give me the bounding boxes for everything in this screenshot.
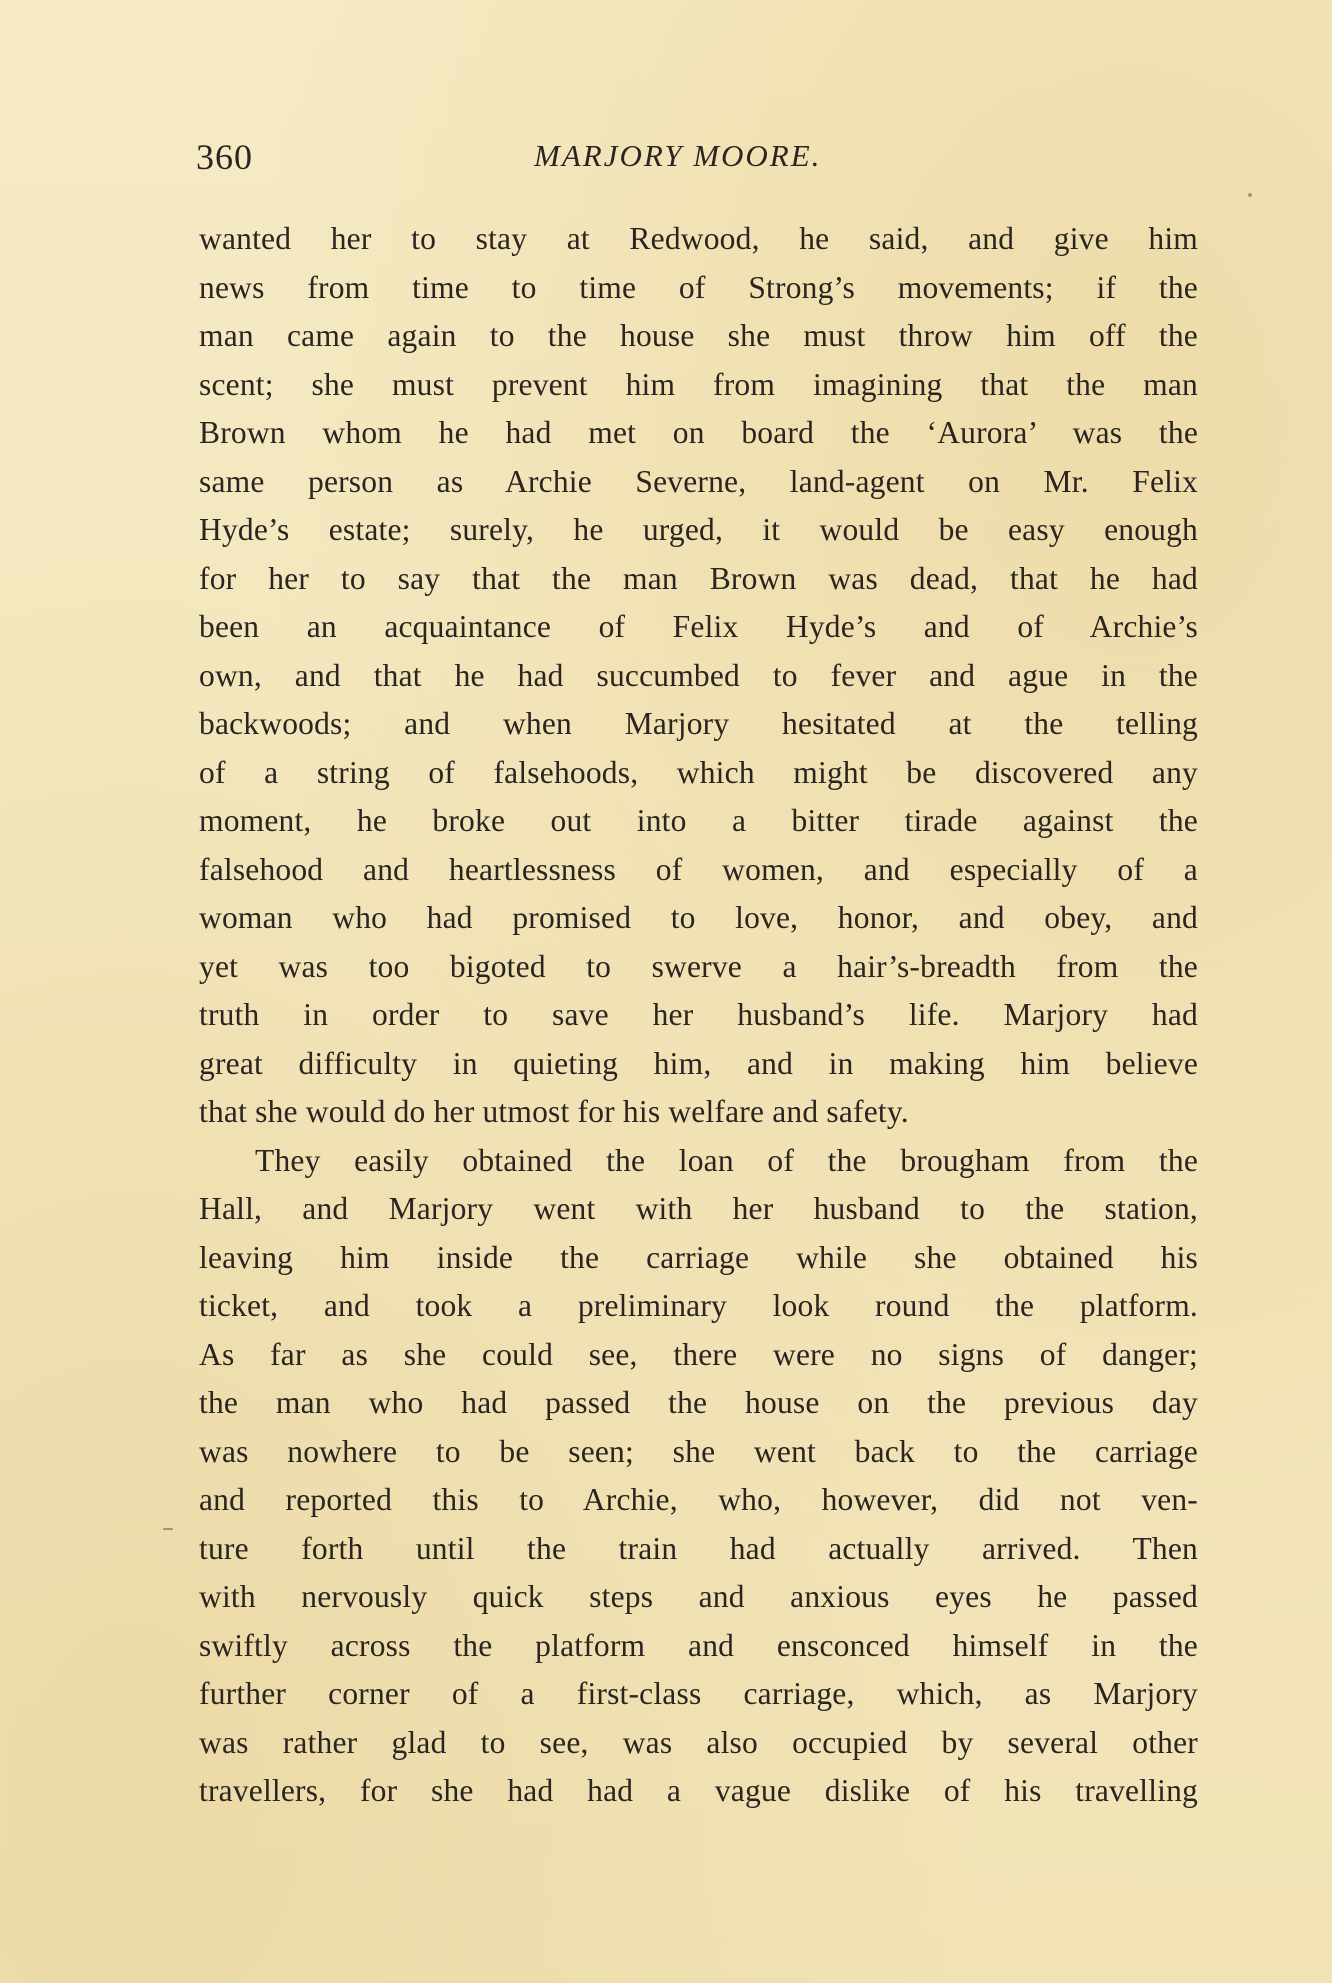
text-line: leaving him inside the carriage while she obtained his [199, 1239, 1198, 1275]
text-line: further corner of a first-class carriage, which, as Marjory [199, 1676, 1198, 1711]
text-line: for her to say that the man Brown was dead, that he had [199, 560, 1198, 596]
text-line: great difficulty in quieting him, and in making him believe [199, 1045, 1198, 1081]
text-line: and reported this to Archie, who, however, did not ven- [199, 1482, 1198, 1517]
text-line: was nowhere to be seen; she went back to the carriage [199, 1433, 1198, 1469]
text-line: woman who had promised to love, honor, and obey, and [199, 900, 1198, 935]
text-line: the man who had passed the house on the previous day [199, 1385, 1198, 1420]
text-line: Hall, and Marjory went with her husband to the station, [199, 1191, 1198, 1226]
text-line: backwoods; and when Marjory hesitated at the telling [199, 706, 1198, 741]
text-line: ture forth until the train had actually arrived. Then [199, 1530, 1198, 1566]
text-line: wanted her to stay at Redwood, he said, and give him [199, 221, 1198, 256]
page-number: 360 [196, 137, 253, 177]
text-line: falsehood and heartlessness of women, and especially of a [199, 851, 1198, 887]
text-line: was rather glad to see, was also occupied by several other [199, 1724, 1198, 1760]
text-line: truth in order to save her husband’s life. Marjory had [199, 997, 1198, 1032]
text-line: with nervously quick steps and anxious eyes he passed [199, 1579, 1198, 1614]
text-line: been an acquaintance of Felix Hyde’s and of Archie’s [199, 609, 1198, 644]
paper-speck [1248, 193, 1252, 197]
text-line: man came again to the house she must throw him off the [199, 318, 1198, 353]
text-line: Brown whom he had met on board the ‘Aurora’ was the [199, 415, 1198, 450]
running-title: MARJORY MOORE. [534, 138, 822, 173]
text-line: same person as Archie Severne, land-agent on Mr. Felix [199, 463, 1198, 499]
text-line: scent; she must prevent him from imagining that the man [199, 366, 1198, 402]
text-line: As far as she could see, there were no signs of danger; [199, 1336, 1198, 1372]
text-line: news from time to time of Strong’s movements; if the [199, 269, 1198, 305]
text-line: yet was too bigoted to swerve a hair’s-breadth from the [199, 948, 1198, 984]
body-text [199, 215, 1198, 1816]
paragraph-start-line: They easily obtained the loan of the brougham from the [255, 1142, 1198, 1178]
text-line: travellers, for she had had a vague dislike of his travelling [199, 1773, 1198, 1808]
text-line: of a string of falsehoods, which might be discovered any [199, 754, 1198, 790]
page-header [196, 136, 1196, 192]
paragraph-end-line: that she would do her utmost for his welfare and safety. [199, 1094, 909, 1129]
text-line: Hyde’s estate; surely, he urged, it would be easy enough [199, 512, 1198, 547]
text-line: swiftly across the platform and ensconced himself in the [199, 1627, 1198, 1663]
paper-speck [163, 1528, 173, 1530]
text-line: own, and that he had succumbed to fever and ague in the [199, 657, 1198, 693]
text-line: ticket, and took a preliminary look round the platform. [199, 1288, 1198, 1323]
text-line: moment, he broke out into a bitter tirade against the [199, 803, 1198, 838]
